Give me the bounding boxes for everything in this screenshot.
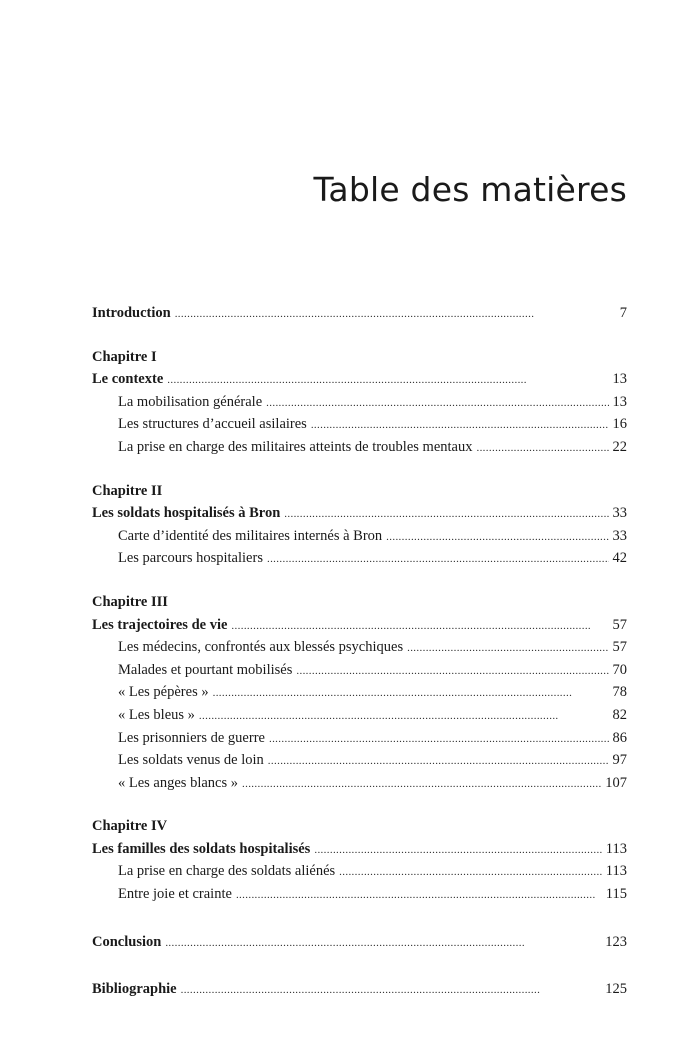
toc-entry-section[interactable]: [92, 436, 627, 459]
toc-entry-section[interactable]: [92, 860, 627, 883]
toc-entry-label: Conclusion: [92, 933, 162, 950]
toc-entry-section[interactable]: [92, 772, 627, 795]
leader-dots: [339, 861, 602, 884]
toc-entry-label: Le contexte: [92, 371, 164, 388]
toc-entry-label: Les structures d’accueil asilaires: [118, 416, 307, 433]
toc-entry-conclusion[interactable]: [92, 931, 627, 954]
toc-entry-page: 86: [612, 729, 627, 746]
toc-entry-label: La prise en charge des militaires atteints de troubles mentaux: [118, 438, 473, 455]
page-title: Table des matières: [313, 170, 627, 210]
toc-entry-label: Les médecins, confrontés aux blessés psychiques: [118, 639, 404, 656]
leader-dots: [175, 303, 609, 326]
leader-dots: [269, 728, 609, 751]
toc-entry-page: 82: [612, 706, 627, 723]
toc-entry-section[interactable]: [92, 413, 627, 436]
leader-dots: [267, 548, 609, 571]
toc-entry-label: Les soldats venus de loin: [118, 752, 264, 769]
toc-entry-page: 33: [612, 527, 627, 544]
leader-dots: [213, 682, 609, 705]
toc-entry-page: 33: [612, 505, 627, 522]
table-of-contents: [92, 302, 627, 1001]
toc-entry-page: 42: [612, 550, 627, 567]
toc-entry-label: Les parcours hospitaliers: [118, 550, 263, 567]
toc-entry-label: Les prisonniers de guerre: [118, 729, 265, 746]
toc-entry-page: 113: [605, 840, 627, 857]
toc-entry-label: « Les pépères »: [118, 684, 209, 701]
toc-entry-label: La prise en charge des soldats aliénés: [118, 863, 336, 880]
leader-dots: [181, 979, 602, 1002]
leader-dots: [268, 750, 609, 773]
toc-entry-label: Les soldats hospitalisés à Bron: [92, 505, 281, 522]
toc-entry-page: 125: [605, 981, 627, 998]
toc-entry-section[interactable]: [92, 704, 627, 727]
toc-entry-section[interactable]: [92, 659, 627, 682]
toc-entry-chapter-title[interactable]: [92, 614, 627, 637]
chapter-heading: Chapitre IV: [92, 818, 168, 835]
leader-dots: [165, 932, 601, 955]
toc-entry-page: 107: [605, 774, 627, 791]
toc-entry-page: 13: [612, 393, 627, 410]
leader-dots: [386, 526, 608, 549]
leader-dots: [242, 773, 601, 796]
toc-entry-label: Bibliographie: [92, 981, 177, 998]
leader-dots: [476, 437, 608, 460]
toc-entry-label: Introduction: [92, 305, 171, 321]
toc-entry-label: « Les anges blancs »: [118, 774, 238, 791]
toc-entry-introduction[interactable]: [92, 302, 627, 325]
leader-dots: [311, 414, 609, 437]
toc-entry-page: 97: [612, 752, 627, 769]
toc-entry-page: 115: [605, 886, 627, 903]
leader-dots: [199, 705, 609, 728]
toc-entry-label: « Les bleus »: [118, 706, 195, 723]
toc-entry-section[interactable]: [92, 883, 627, 906]
toc-entry-section[interactable]: [92, 391, 627, 414]
toc-entry-label: La mobilisation générale: [118, 393, 263, 410]
leader-dots: [284, 503, 608, 526]
toc-entry-page: 57: [612, 639, 627, 656]
toc-entry-chapter-title[interactable]: [92, 838, 627, 861]
toc-entry-section[interactable]: [92, 749, 627, 772]
leader-dots: [407, 637, 608, 660]
toc-entry-section[interactable]: [92, 681, 627, 704]
toc-entry-label: Carte d’identité des militaires internés à Bron: [118, 527, 383, 544]
toc-entry-page: 70: [612, 661, 627, 678]
leader-dots: [296, 660, 608, 683]
leader-dots: [231, 615, 608, 638]
toc-entry-bibliographie[interactable]: [92, 978, 627, 1001]
toc-entry-label: Les familles des soldats hospitalisés: [92, 840, 311, 857]
toc-entry-chapter-title[interactable]: [92, 368, 627, 391]
toc-entry-page: 113: [605, 863, 627, 880]
leader-dots: [236, 884, 602, 907]
toc-entry-label: Entre joie et crainte: [118, 886, 232, 903]
toc-entry-page: 13: [612, 371, 627, 388]
toc-entry-section[interactable]: [92, 727, 627, 750]
toc-entry-page: 78: [612, 684, 627, 701]
chapter-heading: Chapitre III: [92, 593, 168, 610]
toc-entry-page: 22: [612, 438, 627, 455]
toc-entry-section[interactable]: [92, 547, 627, 570]
leader-dots: [314, 839, 601, 862]
toc-entry-section[interactable]: [92, 636, 627, 659]
leader-dots: [266, 392, 608, 415]
toc-entry-section[interactable]: [92, 525, 627, 548]
leader-dots: [167, 369, 608, 392]
toc-entry-page: 16: [612, 416, 627, 433]
toc-entry-label: Les trajectoires de vie: [92, 616, 228, 633]
toc-entry-label: Malades et pourtant mobilisés: [118, 661, 293, 678]
toc-entry-page: 57: [612, 616, 627, 633]
toc-entry-page: 7: [619, 305, 627, 321]
chapter-heading: Chapitre II: [92, 482, 163, 499]
toc-entry-chapter-title[interactable]: [92, 502, 627, 525]
chapter-heading: Chapitre I: [92, 348, 157, 365]
toc-entry-page: 123: [605, 933, 627, 950]
